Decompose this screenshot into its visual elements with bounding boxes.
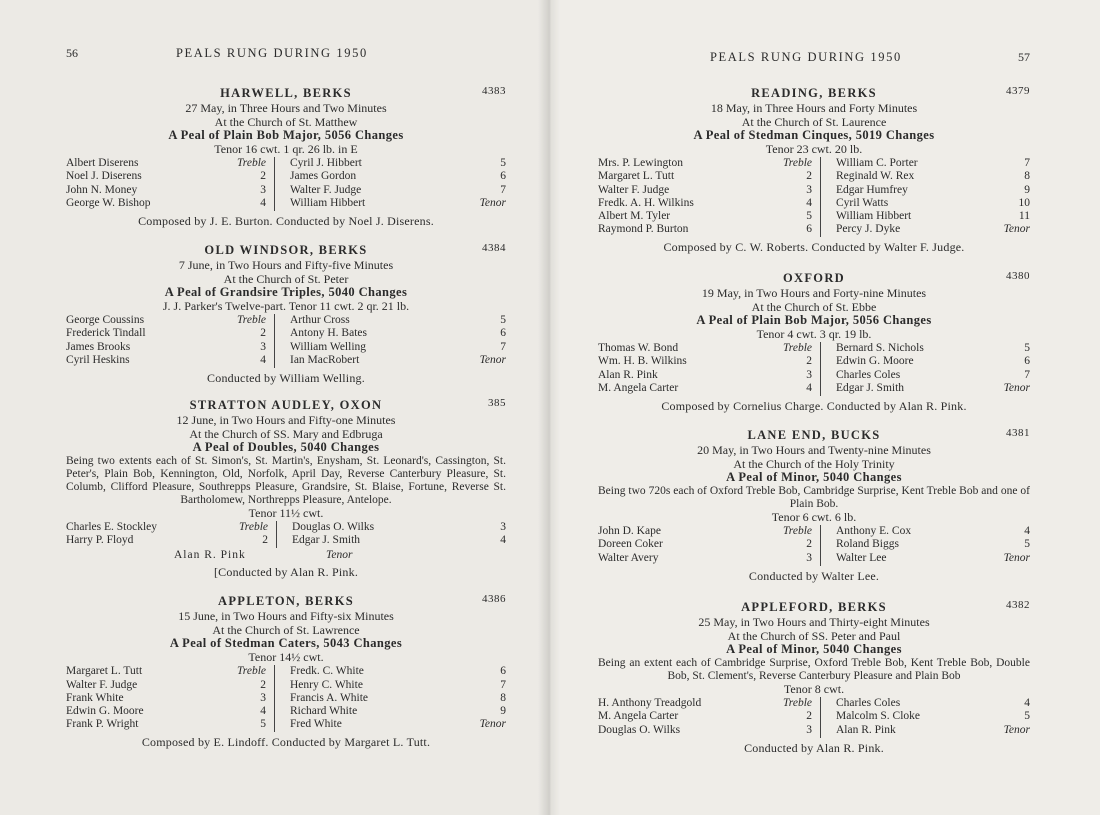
- ringer-name: Antony H. Bates: [290, 327, 367, 340]
- bell-number: 7: [1024, 157, 1030, 169]
- peal-record: [66, 84, 506, 229]
- peal-place: READING, BERKS: [751, 86, 877, 100]
- ringer-name: George W. Bishop: [66, 196, 151, 209]
- ringer-name: William Hibbert: [290, 196, 366, 209]
- peal-tenor: Tenor 16 cwt. 1 qr. 26 lb. in E: [214, 141, 358, 156]
- book-gutter: [538, 0, 560, 815]
- peal-composition-note: Being two 720s each of Oxford Treble Bob, Cambridge Surprise, Kent Treble Bob and one of Plain Bob.: [598, 484, 1030, 510]
- ringer-name: William C. Porter: [836, 157, 918, 169]
- peal-footer: Conducted by Alan R. Pink.: [744, 741, 884, 755]
- ringer-name: Edwin G. Moore: [836, 355, 914, 368]
- ringer-name: Fred White: [290, 718, 342, 731]
- bell-number: Tenor: [479, 718, 506, 731]
- peal-record: [66, 592, 506, 750]
- bell-number: 7: [500, 183, 506, 196]
- bell-number: 4: [500, 534, 506, 547]
- bell-number: 11: [1018, 210, 1030, 223]
- peal-number: 385: [488, 397, 506, 409]
- bell-number: 4: [806, 381, 812, 394]
- bell-number: 3: [260, 691, 266, 704]
- peal-number: 4382: [1006, 599, 1030, 611]
- peal-number: 4380: [1006, 270, 1030, 282]
- ringer-name: John D. Kape: [598, 525, 661, 537]
- ringer-name: Henry C. White: [290, 678, 363, 691]
- ringer-name: Walter F. Judge: [66, 678, 138, 691]
- peal-record: [66, 396, 506, 580]
- bell-number: 4: [1024, 697, 1030, 709]
- bell-number: 4: [260, 196, 266, 209]
- ringer-name: Walter F. Judge: [598, 183, 670, 196]
- bell-number: 6: [500, 170, 506, 183]
- ringer-name: Raymond P. Burton: [598, 223, 689, 236]
- ringer-name: Frederick Tindall: [66, 327, 146, 340]
- bell-number: Tenor: [479, 196, 506, 209]
- peal-tenor: Tenor 14½ cwt.: [248, 649, 324, 664]
- bell-number: 5: [1024, 538, 1030, 551]
- running-header: [66, 46, 506, 66]
- ringer-name: Cyril Heskins: [66, 353, 130, 366]
- peal-method: A Peal of Stedman Cinques, 5019 Changes: [693, 128, 935, 142]
- bell-number: 2: [806, 355, 812, 368]
- peal-date: 15 June, in Two Hours and Fifty-six Minutes: [178, 609, 394, 624]
- peal-composition-note: Being two extents each of St. Simon's, St. Martin's, Enysham, St. Leonard's, Cassington, St. Peter's, Plain Bob, Kennington, Old, Norfolk, April Day, Reverse Canterbury Pleasure, St. Columb, Clifford Pleasure, Southrepps Pleasure, Grandsire, St. Blaise, Fortune, Reverse St. Bartholomew, Northrepps Pleasure, Antelope.: [66, 454, 506, 506]
- peal-number: 4381: [1006, 427, 1030, 439]
- peal-footer: Conducted by Walter Lee.: [748, 569, 880, 583]
- peal-date: 12 June, in Two Hours and Fifty-one Minutes: [176, 413, 396, 427]
- ringer-name: Alan R. Pink: [836, 723, 896, 736]
- bell-number: 4: [260, 353, 266, 366]
- bell-number: Treble: [239, 521, 268, 533]
- bell-number: 2: [806, 538, 812, 551]
- peal-method: A Peal of Grandsire Triples, 5040 Changes: [164, 285, 408, 299]
- ringer-name: Bernard S. Nichols: [836, 342, 924, 354]
- peal-church: At the Church of St. Laurence: [741, 114, 887, 129]
- ringer-name: Roland Biggs: [836, 538, 899, 551]
- peal-record: [66, 241, 506, 386]
- bell-number: 9: [1024, 183, 1030, 196]
- bell-number: Treble: [237, 665, 266, 678]
- peal-method: A Peal of Minor, 5040 Changes: [726, 470, 902, 484]
- peal-footer: [Conducted by Alan R. Pink.: [213, 565, 359, 580]
- ringer-name: Francis A. White: [290, 691, 369, 704]
- ringer-name: Cyril Watts: [836, 196, 889, 209]
- peal-place: OXFORD: [783, 271, 845, 285]
- peal-place: HARWELL, BERKS: [220, 86, 352, 100]
- ringer-name: Mrs. P. Lewington: [598, 157, 683, 169]
- bell-number: 7: [500, 678, 506, 691]
- bell-number: 3: [260, 183, 266, 196]
- peal-place: LANE END, BUCKS: [747, 428, 881, 442]
- peal-method: A Peal of Doubles, 5040 Changes: [192, 440, 380, 454]
- ringer-name: Margaret L. Tutt: [598, 170, 675, 183]
- bell-number: 2: [260, 678, 266, 691]
- peal-record: [598, 84, 1030, 255]
- peal-place: APPLEFORD, BERKS: [741, 600, 887, 614]
- ringer-name: Walter Lee: [836, 551, 887, 564]
- peal-tenor: J. J. Parker's Twelve-part. Tenor 11 cwt. 2 qr. 21 lb.: [162, 298, 410, 313]
- peal-date: 18 May, in Three Hours and Forty Minutes: [710, 101, 918, 115]
- peal-composition-note: Being an extent each of Cambridge Surprise, Oxford Treble Bob, Kent Treble Bob, Double Bob, St. Clement's, Reverse Canterbury Pleasure and Plain Bob: [598, 656, 1030, 682]
- bell-number: 6: [500, 665, 506, 678]
- ringer-name: Frank White: [66, 691, 124, 704]
- ringer-name: Walter Avery: [598, 551, 659, 564]
- peal-number: 4386: [482, 593, 506, 606]
- peal-date: 27 May, in Three Hours and Two Minutes: [185, 101, 387, 115]
- ringer-name: James Gordon: [290, 170, 357, 183]
- ringer-name: Edgar J. Smith: [292, 534, 361, 547]
- bell-number: 5: [806, 210, 812, 223]
- bell-number: 3: [806, 368, 812, 381]
- ringer-name: Alan R. Pink: [598, 368, 658, 381]
- bell-number: 2: [806, 710, 812, 723]
- bell-number: 3: [806, 183, 812, 196]
- peal-footer: Conducted by William Welling.: [207, 371, 365, 385]
- bell-number: Tenor: [1003, 723, 1030, 736]
- peal-record: [598, 269, 1030, 414]
- ringer-name: George Coussins: [66, 314, 145, 326]
- peal-method: A Peal of Plain Bob Major, 5056 Changes: [696, 313, 932, 327]
- ringer-name: Edgar Humfrey: [836, 183, 908, 196]
- peal-method: A Peal of Stedman Caters, 5043 Changes: [169, 636, 403, 651]
- extra-ringer-row: [66, 549, 506, 562]
- bell-number: 8: [500, 691, 506, 704]
- ringer-name: Douglas O. Wilks: [598, 723, 681, 736]
- bell-number: 9: [500, 705, 506, 718]
- bell-number: Treble: [237, 157, 266, 169]
- bell-number: 5: [1024, 342, 1030, 354]
- ringer-name: Charles Coles: [836, 697, 901, 709]
- bell-number: 3: [260, 340, 266, 353]
- bell-number: 4: [1024, 525, 1030, 537]
- bell-number: Tenor: [1003, 551, 1030, 564]
- ringer-name: Charles Coles: [836, 368, 901, 381]
- bell-number: 7: [500, 340, 506, 353]
- bell-number: 5: [1024, 710, 1030, 723]
- bell-number: 2: [260, 327, 266, 340]
- bell-number: 6: [1024, 355, 1030, 368]
- bell-number: Tenor: [326, 549, 353, 561]
- bell-number: 3: [806, 551, 812, 564]
- ringer-name: John N. Money: [66, 183, 138, 196]
- bell-number: Treble: [783, 157, 812, 169]
- peal-band: [598, 342, 1030, 397]
- peal-place: STRATTON AUDLEY, OXON: [189, 398, 383, 412]
- bell-number: 6: [500, 327, 506, 340]
- bell-number: Tenor: [479, 353, 506, 366]
- ringer-name: Arthur Cross: [290, 314, 350, 326]
- peal-footer: Composed by J. E. Burton. Conducted by Noel J. Diserens.: [138, 214, 434, 228]
- peal-number: 4379: [1006, 85, 1030, 97]
- bell-number: 4: [260, 705, 266, 718]
- peal-band: [598, 157, 1030, 238]
- ringer-name: Thomas W. Bond: [598, 342, 679, 354]
- ringer-name: M. Angela Carter: [598, 381, 679, 394]
- peal-church: At the Church of SS. Mary and Edbruga: [189, 426, 383, 441]
- peal-band: [66, 521, 506, 549]
- peal-tenor: Tenor 11½ cwt.: [248, 505, 324, 520]
- peal-date: 7 June, in Two Hours and Fifty-five Minutes: [178, 258, 394, 272]
- peal-number: 4383: [482, 85, 506, 97]
- bell-number: Treble: [237, 314, 266, 326]
- peal-band: [66, 314, 506, 369]
- peal-record: [598, 598, 1030, 756]
- ringer-name: James Brooks: [66, 340, 131, 353]
- bell-number: Tenor: [1003, 381, 1030, 394]
- bell-number: 8: [1024, 170, 1030, 183]
- ringer-name: Doreen Coker: [598, 538, 663, 551]
- right-page: [548, 0, 1100, 815]
- peal-date: 25 May, in Two Hours and Thirty-eight Minutes: [698, 615, 930, 629]
- bell-number: 7: [1024, 368, 1030, 381]
- peal-tenor: Tenor 4 cwt. 3 qr. 19 lb.: [756, 326, 872, 341]
- running-header: [598, 50, 1030, 70]
- page-number: 57: [1018, 50, 1030, 64]
- ringer-name: Albert M. Tyler: [598, 210, 671, 223]
- ringer-name: Reginald W. Rex: [836, 170, 915, 183]
- bell-number: 5: [500, 157, 506, 169]
- ringer-name: Richard White: [290, 705, 358, 718]
- peal-place: APPLETON, BERKS: [218, 594, 354, 609]
- peal-method: A Peal of Minor, 5040 Changes: [726, 642, 902, 656]
- ringer-name: Percy J. Dyke: [836, 223, 901, 236]
- peal-tenor: Tenor 23 cwt. 20 lb.: [765, 141, 863, 156]
- peal-church: At the Church of St. Peter: [223, 271, 349, 286]
- peal-church: At the Church of St. Ebbe: [751, 299, 877, 314]
- ringer-name: Fredk. A. H. Wilkins: [598, 196, 694, 209]
- peal-place: OLD WINDSOR, BERKS: [204, 243, 368, 257]
- bell-number: 2: [806, 170, 812, 183]
- ringer-name: Harry P. Floyd: [66, 534, 134, 547]
- peal-footer: Composed by E. Lindoff. Conducted by Margaret L. Tutt.: [141, 735, 431, 750]
- bell-number: Treble: [783, 525, 812, 537]
- bell-number: Treble: [783, 342, 812, 354]
- ringer-name: William Welling: [290, 340, 367, 353]
- peal-church: At the Church of SS. Peter and Paul: [727, 628, 901, 643]
- peal-band: [598, 525, 1030, 567]
- peal-method: A Peal of Plain Bob Major, 5056 Changes: [168, 128, 404, 142]
- page-number: 56: [66, 46, 78, 60]
- bell-number: 2: [262, 534, 268, 547]
- bell-number: Tenor: [1003, 223, 1030, 236]
- ringer-name: Cyril J. Hibbert: [290, 157, 362, 169]
- ringer-name: Wm. H. B. Wilkins: [598, 355, 687, 368]
- bell-number: 5: [500, 314, 506, 326]
- peal-church: At the Church of the Holy Trinity: [733, 456, 895, 471]
- ringer-name: Anthony E. Cox: [836, 525, 912, 537]
- bell-number: Treble: [783, 697, 812, 709]
- ringer-name: Fredk. C. White: [290, 665, 364, 678]
- peal-tenor: Tenor 6 cwt. 6 lb.: [771, 509, 857, 524]
- bell-number: 6: [806, 223, 812, 236]
- running-title: PEALS RUNG DURING 1950: [176, 46, 368, 60]
- ringer-name: Douglas O. Wilks: [292, 521, 375, 533]
- peal-footer: Composed by Cornelius Charge. Conducted by Alan R. Pink.: [661, 399, 967, 413]
- bell-number: 3: [806, 723, 812, 736]
- peal-band: [66, 665, 506, 733]
- ringer-name: Edgar J. Smith: [836, 381, 905, 394]
- peal-church: At the Church of St. Lawrence: [212, 622, 360, 637]
- peal-record: [598, 426, 1030, 584]
- peal-band: [66, 157, 506, 212]
- ringer-name: William Hibbert: [836, 210, 912, 223]
- peal-date: 19 May, in Two Hours and Forty-nine Minutes: [701, 286, 927, 300]
- ringer-name: Margaret L. Tutt: [66, 665, 143, 678]
- peal-tenor: Tenor 8 cwt.: [783, 681, 845, 696]
- ringer-name: M. Angela Carter: [598, 710, 679, 723]
- ringer-name: Charles E. Stockley: [66, 521, 158, 533]
- left-page: [0, 0, 548, 815]
- ringer-name: Alan R. Pink: [174, 549, 246, 561]
- ringer-name: Edwin G. Moore: [66, 705, 144, 718]
- bell-number: 5: [260, 718, 266, 731]
- bell-number: 4: [806, 196, 812, 209]
- running-title: PEALS RUNG DURING 1950: [710, 50, 902, 64]
- ringer-name: Walter F. Judge: [290, 183, 362, 196]
- ringer-name: Albert Diserens: [66, 157, 139, 169]
- peal-footer: Composed by C. W. Roberts. Conducted by Walter F. Judge.: [663, 240, 965, 254]
- peal-band: [598, 697, 1030, 739]
- peal-church: At the Church of St. Matthew: [214, 114, 358, 129]
- ringer-name: H. Anthony Treadgold: [598, 697, 702, 709]
- peal-date: 20 May, in Two Hours and Twenty-nine Minutes: [697, 443, 931, 457]
- peal-number: 4384: [482, 242, 506, 254]
- bell-number: 2: [260, 170, 266, 183]
- ringer-name: Noel J. Diserens: [66, 170, 142, 183]
- bell-number: 10: [1018, 196, 1030, 209]
- ringer-name: Frank P. Wright: [66, 718, 139, 731]
- ringer-name: Malcolm S. Cloke: [836, 710, 921, 723]
- ringer-name: Ian MacRobert: [290, 353, 360, 366]
- bell-number: 3: [500, 521, 506, 533]
